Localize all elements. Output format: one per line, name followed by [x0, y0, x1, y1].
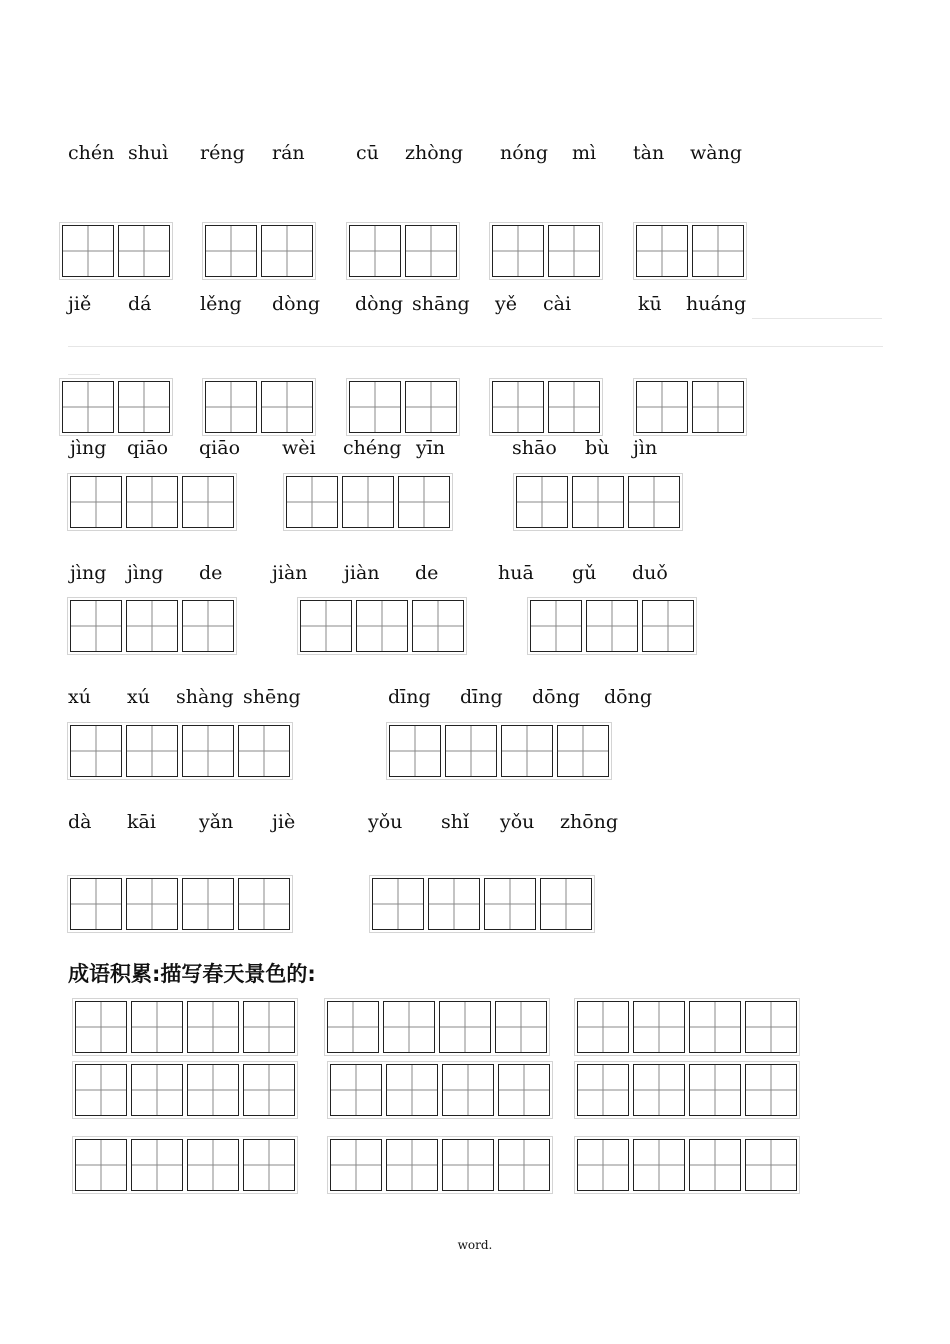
- writing-cell[interactable]: [349, 381, 401, 433]
- writing-cell[interactable]: [131, 1064, 183, 1116]
- pinyin: yǒu: [368, 811, 403, 833]
- writing-cell[interactable]: [261, 381, 313, 433]
- pinyin: jiàn: [344, 562, 380, 584]
- pinyin: jiě: [68, 293, 92, 315]
- writing-cell[interactable]: [238, 725, 290, 777]
- writing-cell[interactable]: [126, 878, 178, 930]
- pinyin: chén: [68, 142, 115, 164]
- writing-cell[interactable]: [386, 1139, 438, 1191]
- pinyin: jiàn: [272, 562, 308, 584]
- writing-cell[interactable]: [745, 1064, 797, 1116]
- idiom-heading: 成语积累:描写春天景色的:: [68, 962, 316, 986]
- pinyin: tàn: [633, 142, 665, 164]
- writing-cell[interactable]: [70, 476, 122, 528]
- writing-cell[interactable]: [530, 600, 582, 652]
- writing-cell[interactable]: [372, 878, 424, 930]
- writing-cell[interactable]: [131, 1139, 183, 1191]
- writing-cell[interactable]: [442, 1064, 494, 1116]
- writing-cell[interactable]: [633, 1001, 685, 1053]
- writing-cell[interactable]: [577, 1064, 629, 1116]
- pinyin: huā: [498, 562, 534, 584]
- pinyin: qiāo: [127, 437, 169, 459]
- writing-box-group: [513, 473, 683, 531]
- writing-cell[interactable]: [70, 725, 122, 777]
- writing-cell[interactable]: [439, 1001, 491, 1053]
- writing-cell[interactable]: [131, 1001, 183, 1053]
- writing-box-group: [346, 378, 460, 436]
- idiom-box-group: [574, 998, 800, 1056]
- writing-cell[interactable]: [286, 476, 338, 528]
- writing-cell[interactable]: [62, 225, 114, 277]
- pinyin: yǎn: [199, 811, 234, 833]
- writing-cell[interactable]: [548, 225, 600, 277]
- pinyin: dōng: [604, 686, 653, 708]
- writing-box-group: [59, 222, 173, 280]
- writing-cell[interactable]: [501, 725, 553, 777]
- pinyin: shǐ: [441, 811, 470, 833]
- pinyin: dòng: [272, 293, 321, 315]
- pinyin: yǒu: [500, 811, 535, 833]
- writing-cell[interactable]: [182, 476, 234, 528]
- writing-cell[interactable]: [495, 1001, 547, 1053]
- writing-box-group: [386, 722, 612, 780]
- pinyin: huáng: [686, 293, 747, 315]
- writing-cell[interactable]: [636, 381, 688, 433]
- writing-cell[interactable]: [405, 225, 457, 277]
- writing-box-group: [202, 378, 316, 436]
- pinyin: cài: [543, 293, 572, 315]
- writing-cell[interactable]: [243, 1139, 295, 1191]
- writing-cell[interactable]: [633, 1139, 685, 1191]
- pinyin: dōng: [532, 686, 581, 708]
- writing-box-group: [633, 378, 747, 436]
- pinyin: de: [199, 562, 223, 584]
- pinyin: chéng: [343, 437, 402, 459]
- writing-cell[interactable]: [577, 1001, 629, 1053]
- pinyin: jìng: [127, 562, 164, 584]
- writing-cell[interactable]: [342, 476, 394, 528]
- writing-box-group: [633, 222, 747, 280]
- writing-box-group: [67, 473, 237, 531]
- writing-box-group: [297, 597, 467, 655]
- pinyin: shàng: [176, 686, 234, 708]
- writing-cell[interactable]: [498, 1139, 550, 1191]
- idiom-box-group: [72, 1061, 298, 1119]
- writing-cell[interactable]: [70, 600, 122, 652]
- pinyin: xú: [68, 686, 91, 708]
- writing-cell[interactable]: [300, 600, 352, 652]
- pinyin: jiè: [272, 811, 296, 833]
- underline: [752, 318, 882, 319]
- writing-cell[interactable]: [689, 1001, 741, 1053]
- writing-cell[interactable]: [445, 725, 497, 777]
- pinyin: shēng: [243, 686, 301, 708]
- pinyin: lěng: [200, 293, 242, 315]
- writing-cell[interactable]: [586, 600, 638, 652]
- writing-box-group: [202, 222, 316, 280]
- writing-box-group: [489, 222, 603, 280]
- writing-cell[interactable]: [548, 381, 600, 433]
- pinyin: réng: [200, 142, 245, 164]
- writing-cell[interactable]: [182, 878, 234, 930]
- pinyin: dà: [68, 811, 92, 833]
- pinyin: mì: [572, 142, 597, 164]
- writing-cell[interactable]: [692, 381, 744, 433]
- idiom-box-group: [574, 1136, 800, 1194]
- writing-cell[interactable]: [126, 725, 178, 777]
- writing-cell[interactable]: [692, 225, 744, 277]
- pinyin: rán: [272, 142, 305, 164]
- pinyin: jìng: [70, 437, 107, 459]
- pinyin: dīng: [460, 686, 503, 708]
- pinyin: wàng: [690, 142, 742, 164]
- idiom-box-group: [327, 1061, 553, 1119]
- writing-cell[interactable]: [484, 878, 536, 930]
- pinyin: xú: [127, 686, 150, 708]
- pinyin: dá: [128, 293, 152, 315]
- pinyin: shuì: [128, 142, 169, 164]
- writing-cell[interactable]: [498, 1064, 550, 1116]
- writing-box-group: [59, 378, 173, 436]
- writing-cell[interactable]: [182, 725, 234, 777]
- writing-cell[interactable]: [205, 381, 257, 433]
- writing-cell[interactable]: [572, 476, 624, 528]
- writing-cell[interactable]: [205, 225, 257, 277]
- writing-cell[interactable]: [412, 600, 464, 652]
- pinyin: duǒ: [632, 562, 668, 584]
- writing-cell[interactable]: [330, 1064, 382, 1116]
- writing-cell[interactable]: [745, 1139, 797, 1191]
- writing-cell[interactable]: [745, 1001, 797, 1053]
- page-footer: word.: [457, 1238, 493, 1252]
- writing-cell[interactable]: [330, 1139, 382, 1191]
- writing-cell[interactable]: [642, 600, 694, 652]
- writing-cell[interactable]: [540, 878, 592, 930]
- writing-cell[interactable]: [126, 476, 178, 528]
- writing-cell[interactable]: [238, 878, 290, 930]
- writing-cell[interactable]: [428, 878, 480, 930]
- pinyin: cū: [356, 142, 379, 164]
- writing-cell[interactable]: [187, 1001, 239, 1053]
- idiom-box-group: [72, 998, 298, 1056]
- writing-box-group: [527, 597, 697, 655]
- writing-cell[interactable]: [118, 381, 170, 433]
- writing-cell[interactable]: [492, 381, 544, 433]
- writing-cell[interactable]: [383, 1001, 435, 1053]
- pinyin: de: [415, 562, 439, 584]
- pinyin: qiāo: [199, 437, 241, 459]
- writing-cell[interactable]: [75, 1001, 127, 1053]
- writing-box-group: [67, 597, 237, 655]
- writing-cell[interactable]: [62, 381, 114, 433]
- writing-cell[interactable]: [261, 225, 313, 277]
- pinyin: zhōng: [560, 811, 619, 833]
- writing-cell[interactable]: [243, 1001, 295, 1053]
- writing-cell[interactable]: [118, 225, 170, 277]
- idiom-box-group: [574, 1061, 800, 1119]
- writing-cell[interactable]: [516, 476, 568, 528]
- writing-cell[interactable]: [689, 1139, 741, 1191]
- pinyin: shāng: [412, 293, 470, 315]
- writing-cell[interactable]: [628, 476, 680, 528]
- writing-box-group: [346, 222, 460, 280]
- writing-cell[interactable]: [689, 1064, 741, 1116]
- writing-cell[interactable]: [442, 1139, 494, 1191]
- writing-box-group: [67, 722, 293, 780]
- pinyin: yīn: [416, 437, 446, 459]
- writing-cell[interactable]: [398, 476, 450, 528]
- pinyin: zhòng: [405, 142, 464, 164]
- writing-cell[interactable]: [75, 1139, 127, 1191]
- writing-cell[interactable]: [187, 1064, 239, 1116]
- writing-cell[interactable]: [356, 600, 408, 652]
- writing-box-group: [67, 875, 293, 933]
- writing-cell[interactable]: [243, 1064, 295, 1116]
- pinyin: dòng: [355, 293, 404, 315]
- writing-cell[interactable]: [577, 1139, 629, 1191]
- idiom-box-group: [72, 1136, 298, 1194]
- writing-cell[interactable]: [182, 600, 234, 652]
- idiom-box-group: [327, 1136, 553, 1194]
- underline: [68, 374, 100, 375]
- pinyin: jìng: [70, 562, 107, 584]
- pinyin: yě: [495, 293, 517, 315]
- writing-cell[interactable]: [70, 878, 122, 930]
- pinyin: nóng: [500, 142, 549, 164]
- writing-box-group: [489, 378, 603, 436]
- pinyin: bù: [585, 437, 610, 459]
- writing-cell[interactable]: [492, 225, 544, 277]
- pinyin: kū: [638, 293, 662, 315]
- pinyin: shāo: [512, 437, 557, 459]
- writing-cell[interactable]: [187, 1139, 239, 1191]
- writing-cell[interactable]: [636, 225, 688, 277]
- writing-box-group: [369, 875, 595, 933]
- idiom-box-group: [324, 998, 550, 1056]
- writing-cell[interactable]: [386, 1064, 438, 1116]
- writing-cell[interactable]: [75, 1064, 127, 1116]
- pinyin: dīng: [388, 686, 431, 708]
- underline: [68, 346, 883, 347]
- writing-box-group: [283, 473, 453, 531]
- pinyin: wèi: [282, 437, 316, 459]
- pinyin: gǔ: [572, 562, 597, 584]
- pinyin: jìn: [633, 437, 658, 459]
- writing-cell[interactable]: [349, 225, 401, 277]
- writing-cell[interactable]: [327, 1001, 379, 1053]
- writing-cell[interactable]: [405, 381, 457, 433]
- writing-cell[interactable]: [126, 600, 178, 652]
- pinyin: kāi: [127, 811, 156, 833]
- writing-cell[interactable]: [557, 725, 609, 777]
- writing-cell[interactable]: [633, 1064, 685, 1116]
- writing-cell[interactable]: [389, 725, 441, 777]
